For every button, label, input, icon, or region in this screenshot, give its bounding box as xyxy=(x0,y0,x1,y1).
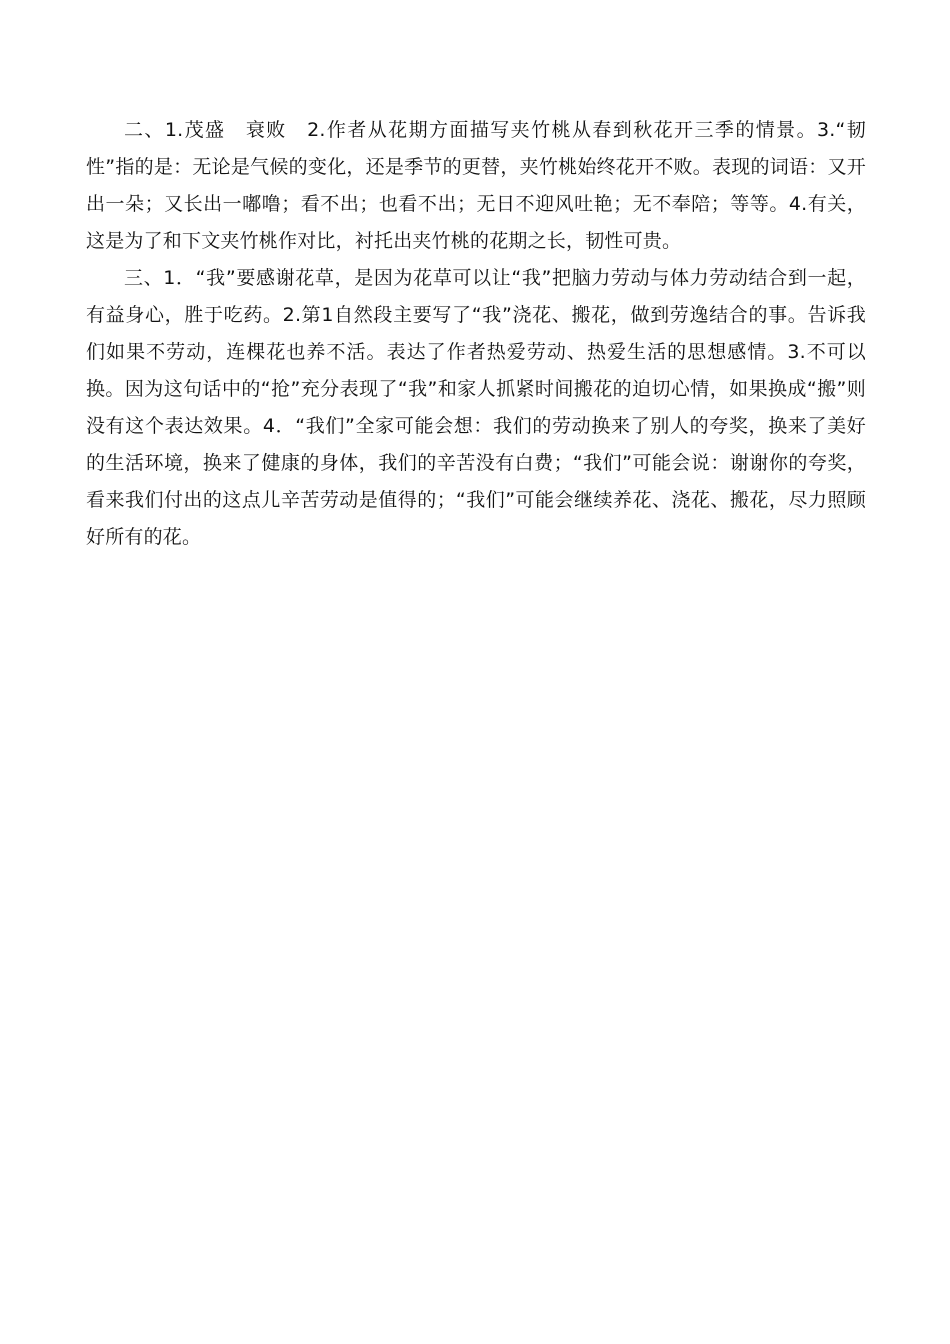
answer-paragraph-section-2: 二、1.茂盛 衰败 2.作者从花期方面描写夹竹桃从春到秋花开三季的情景。3.“韧性”指的是：无论是气候的变化，还是季节的更替，夹竹桃始终花开不败。表现的词语：又开出一朵；又长出一嘟噜；看不出；也看不出；无日不迎风吐艳；无不奉陪；等等。4.有关，这是为了和下文夹竹桃作对比，衬托出夹竹桃的花期之长，韧性可贵。 xyxy=(86,119,866,252)
answer-paragraph-section-3: 三、1．“我”要感谢花草，是因为花草可以让“我”把脑力劳动与体力劳动结合到一起，有益身心，胜于吃药。2.第1自然段主要写了“我”浇花、搬花，做到劳逸结合的事。告诉我们如果不劳动，连棵花也养不活。表达了作者热爱劳动、热爱生活的思想感情。3.不可以换。因为这句话中的“抢”充分表现了“我”和家人抓紧时间搬花的迫切心情，如果换成“搬”则没有这个表达效果。4．“我们”全家可能会想：我们的劳动换来了别人的夸奖，换来了美好的生活环境，换来了健康的身体，我们的辛苦没有白费；“我们”可能会说：谢谢你的夸奖，看来我们付出的这点儿辛苦劳动是值得的；“我们”可能会继续养花、浇花、搬花，尽力照顾好所有的花。 xyxy=(86,267,866,548)
answer-page xyxy=(86,112,866,556)
